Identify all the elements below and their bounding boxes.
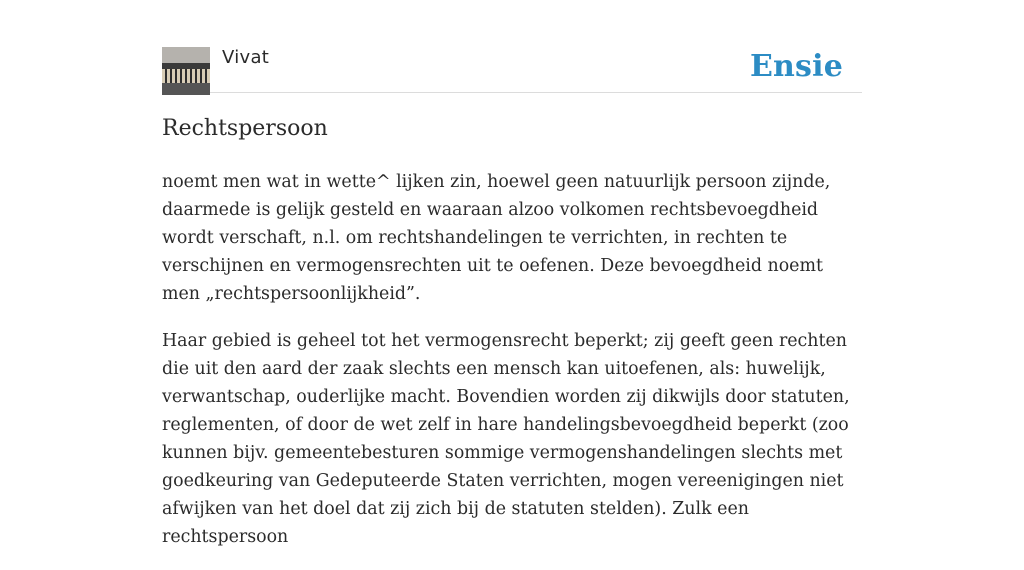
article-paragraph: noemt men wat in wette^ lijken zin, hoewel geen natuurlijk persoon zijnde, daarmede is gelijk gesteld en waaraan alzoo volkomen rechtsbevoegdheid wordt verschaft, n.l. om rechtshandelingen te verrichten, in rechten te verschijnen en vermogensrechten uit te oefenen. Deze bevoegdheid noemt men „rechtspersoonlijkheid”. [162,172,831,304]
article-body [162,168,862,570]
article-paragraph: Haar gebied is geheel tot het vermogensrecht beperkt; zij geeft geen rechten die uit den aard der zaak slechts een mensch kan uitoefenen, als: huwelijk, verwantschap, ouderlijke macht. Bovendien worden zij dikwijls door statuten, reglementen, of door de wet zelf in hare handelingsbevoegdheid beperkt (zoo kunnen bijv. gemeentebesturen sommige vermogenshandelingen slechts met goedkeuring van Gedeputeerde Staten verrichten, mogen vereenigingen niet afwijken van het doel dat zij zich bij de statuten stelden). Zulk een rechtspersoon [162,331,850,547]
article-title: Rechtspersoon [162,116,328,141]
header [162,46,862,93]
avatar[interactable] [162,47,210,95]
author-name[interactable]: Vivat [222,47,270,68]
avatar-image [162,47,210,95]
site-logo[interactable]: Ensie [749,49,843,84]
